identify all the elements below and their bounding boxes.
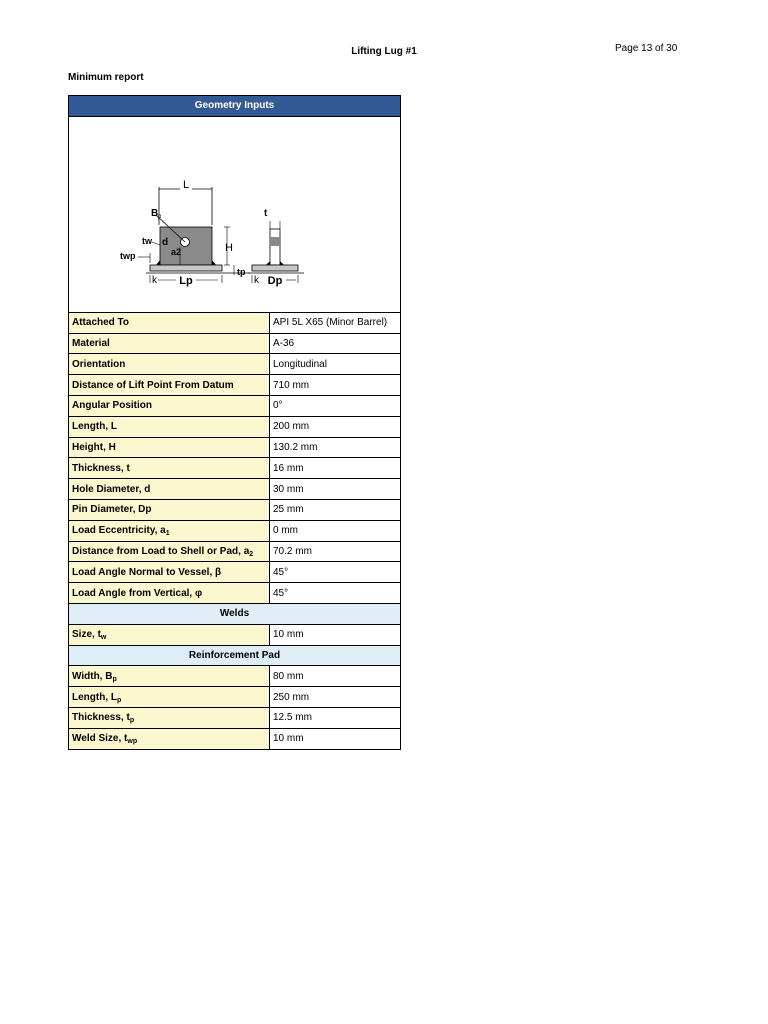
row-value: 710 mm — [270, 375, 401, 396]
table-row — [69, 728, 401, 749]
table-row — [69, 583, 401, 604]
lifting-lug-diagram — [72, 117, 402, 309]
row-value: 80 mm — [270, 666, 401, 687]
row-label: Thickness, t — [69, 458, 270, 479]
pad-title: Reinforcement Pad — [69, 645, 401, 666]
table-row — [69, 354, 401, 375]
row-label: Distance of Lift Point From Datum — [69, 375, 270, 396]
row-value: 45° — [270, 583, 401, 604]
row-label — [69, 541, 270, 562]
row-label-text: Size, t — [72, 629, 101, 641]
row-value: 10 mm — [270, 624, 401, 645]
row-label-subscript: p — [129, 717, 135, 725]
diagram-label-k-right: k — [254, 274, 259, 286]
row-label: Material — [69, 333, 270, 354]
diagram-label-t: t — [264, 207, 268, 219]
row-label-text: Load Eccentricity, a — [72, 525, 166, 537]
lug-figure-cell — [69, 116, 401, 312]
row-label — [69, 520, 270, 541]
row-value: 250 mm — [270, 687, 401, 708]
diagram-label-a2: a2 — [171, 246, 182, 257]
row-label — [69, 728, 270, 749]
table-row — [69, 479, 401, 500]
row-label: Hole Diameter, d — [69, 479, 270, 500]
table-row — [69, 687, 401, 708]
row-label-subscript: p — [112, 675, 117, 683]
table-row — [69, 437, 401, 458]
table-row — [69, 416, 401, 437]
row-label-text: Weld Size, t — [72, 733, 128, 745]
row-value: 30 mm — [270, 479, 401, 500]
row-label — [69, 624, 270, 645]
row-label-text: Thickness, t — [72, 712, 130, 724]
row-label-subscript: w — [100, 634, 107, 642]
table-row — [69, 541, 401, 562]
diagram-label-beta: B — [151, 207, 159, 219]
row-label: Attached To — [69, 312, 270, 333]
row-label-subscript: p — [117, 696, 122, 704]
table-row — [69, 624, 401, 645]
table-row — [69, 666, 401, 687]
row-label: Length, L — [69, 416, 270, 437]
row-value: 12.5 mm — [270, 707, 401, 728]
diagram-label-d: d — [162, 236, 169, 248]
row-label: Load Angle Normal to Vessel, β — [69, 562, 270, 583]
row-label — [69, 666, 270, 687]
row-label-text: Width, B — [72, 670, 113, 682]
row-label-subscript: 1 — [165, 530, 170, 538]
row-value: 70.2 mm — [270, 541, 401, 562]
table-row — [69, 333, 401, 354]
row-value: 45° — [270, 562, 401, 583]
table-row — [69, 375, 401, 396]
row-value: API 5L X65 (Minor Barrel) — [270, 312, 401, 333]
row-value: 10 mm — [270, 728, 401, 749]
row-value: 130.2 mm — [270, 437, 401, 458]
table-row — [69, 707, 401, 728]
diagram-label-L: L — [182, 178, 190, 191]
row-value: 25 mm — [270, 499, 401, 520]
diagram-label-tp: tp — [237, 266, 246, 277]
diagram-label-H: H — [225, 241, 233, 254]
row-value: 200 mm — [270, 416, 401, 437]
welds-title: Welds — [69, 603, 401, 624]
table-row — [69, 395, 401, 416]
row-label: Orientation — [69, 354, 270, 375]
row-label: Pin Diameter, Dp — [69, 499, 270, 520]
row-value: A-36 — [270, 333, 401, 354]
row-label-subscript: 2 — [249, 550, 254, 558]
row-label-subscript: wp — [127, 738, 138, 746]
document-title: Lifting Lug #1 — [351, 46, 417, 57]
welds-section-header — [69, 603, 401, 624]
diagram-label-twp: twp — [120, 250, 136, 261]
diagram-label-k-left: k — [152, 274, 157, 286]
row-value: Longitudinal — [270, 354, 401, 375]
row-value: 0 mm — [270, 520, 401, 541]
geometry-inputs-table — [68, 95, 401, 750]
diagram-label-Lp: Lp — [179, 274, 193, 287]
row-value: 16 mm — [270, 458, 401, 479]
table-row — [69, 458, 401, 479]
page-number: Page 13 of 30 — [615, 43, 678, 54]
table-title: Geometry Inputs — [69, 96, 401, 117]
row-label: Load Angle from Vertical, φ — [69, 583, 270, 604]
pad-section-header — [69, 645, 401, 666]
row-label — [69, 687, 270, 708]
row-label-text: Length, L — [72, 691, 117, 703]
row-label: Height, H — [69, 437, 270, 458]
table-row — [69, 499, 401, 520]
diagram-label-tw: tw — [142, 235, 152, 246]
row-label: Angular Position — [69, 395, 270, 416]
geometry-rows — [69, 312, 401, 603]
row-label-text: Distance from Load to Shell or Pad, a — [72, 545, 250, 557]
table-row — [69, 312, 401, 333]
row-value: 0° — [270, 395, 401, 416]
table-row — [69, 520, 401, 541]
row-label — [69, 707, 270, 728]
diagram-label-Dp: Dp — [267, 274, 283, 287]
report-label: Minimum report — [68, 72, 144, 83]
diagram-label-beta-sub: p — [158, 213, 162, 220]
table-row — [69, 562, 401, 583]
